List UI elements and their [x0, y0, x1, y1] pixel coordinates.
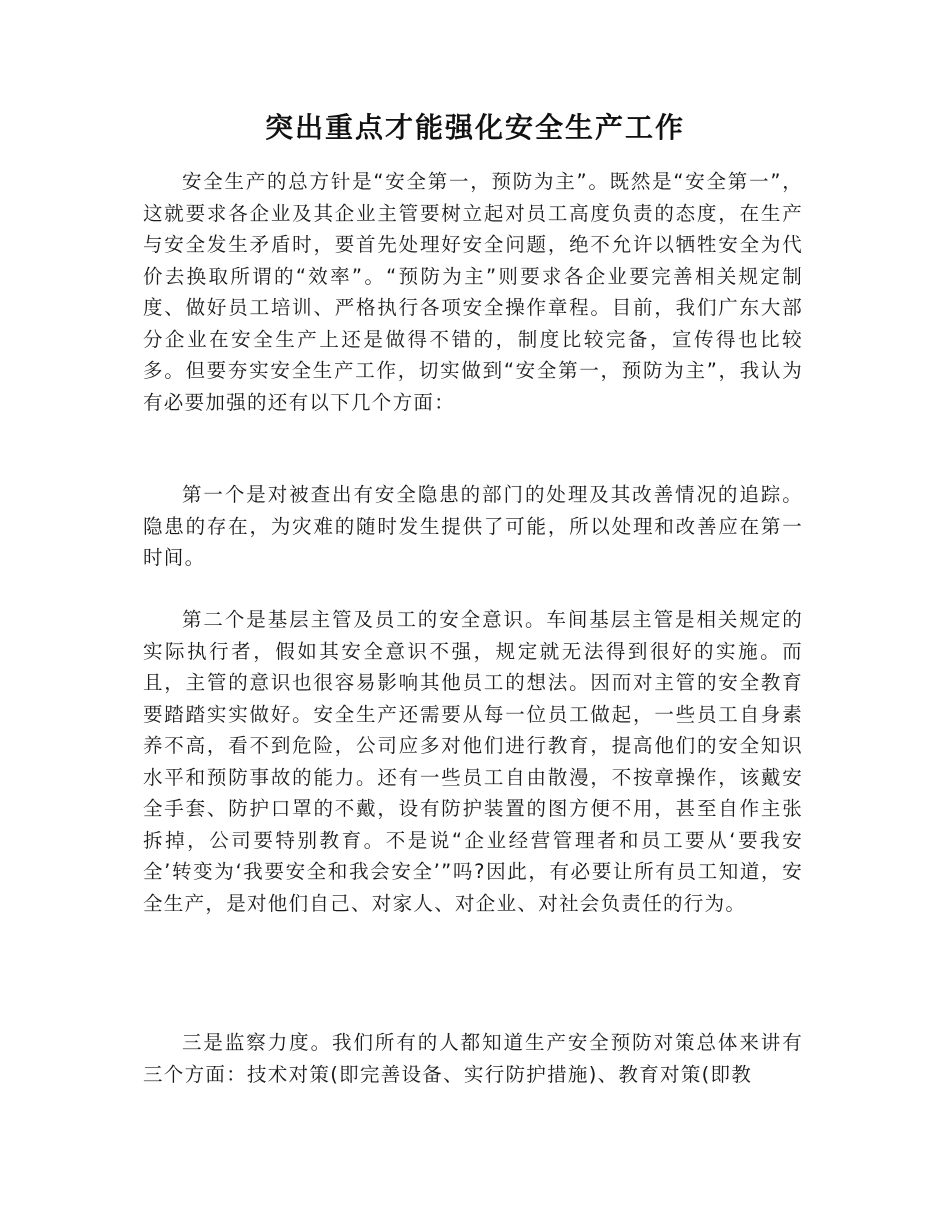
- document-title: 突出重点才能强化安全生产工作: [264, 111, 685, 144]
- paragraph-third-point: 三是监察力度。我们所有的人都知道生产安全预防对策总体来讲有三个方面：技术对策(即完善设备、实行防护措施)、教育对策(即教: [143, 1031, 803, 1086]
- paragraph-second-point: 第二个是基层主管及员工的安全意识。车间基层主管是相关规定的实际执行者，假如其安全意识不强，规定就无法得到很好的实施。而且，主管的意识也很容易影响其他员工的想法。因而对主管的安全教育要踏踏实实做好。安全生产还需要从每一位员工做起，一些员工自身素养不高，看不到危险，公司应多对他们进行教育，提高他们的安全知识水平和预防事故的能力。还有一些员工自由散漫，不按章操作，该戴安全手套、防护口罩的不戴，设有防护装置的图方便不用，甚至自作主张拆掉，公司要特别教育。不是说“企业经营管理者和员工要从‘要我安全’转变为‘我要安全和我会安全’”吗?因此，有必要让所有员工知道，安全生产，是对他们自己、对家人、对企业、对社会负责任的行为。: [143, 608, 803, 915]
- paragraph-first-point: 第一个是对被查出有安全隐患的部门的处理及其改善情况的追踪。隐患的存在，为灾难的随时发生提供了可能，所以处理和改善应在第一时间。: [143, 483, 803, 569]
- paragraph-intro: 安全生产的总方针是“安全第一，预防为主”。既然是“安全第一”，这就要求各企业及其企业主管要树立起对员工高度负责的态度，在生产与安全发生矛盾时，要首先处理好安全问题，绝不允许以牺牲安全为代价去换取所谓的“效率”。“预防为主”则要求各企业要完善相关规定制度、做好员工培训、严格执行各项安全操作章程。目前，我们广东大部分企业在安全生产上还是做得不错的，制度比较完备，宣传得也比较多。但要夯实安全生产工作，切实做到“安全第一，预防为主”，我认为有必要加强的还有以下几个方面：: [143, 170, 803, 414]
